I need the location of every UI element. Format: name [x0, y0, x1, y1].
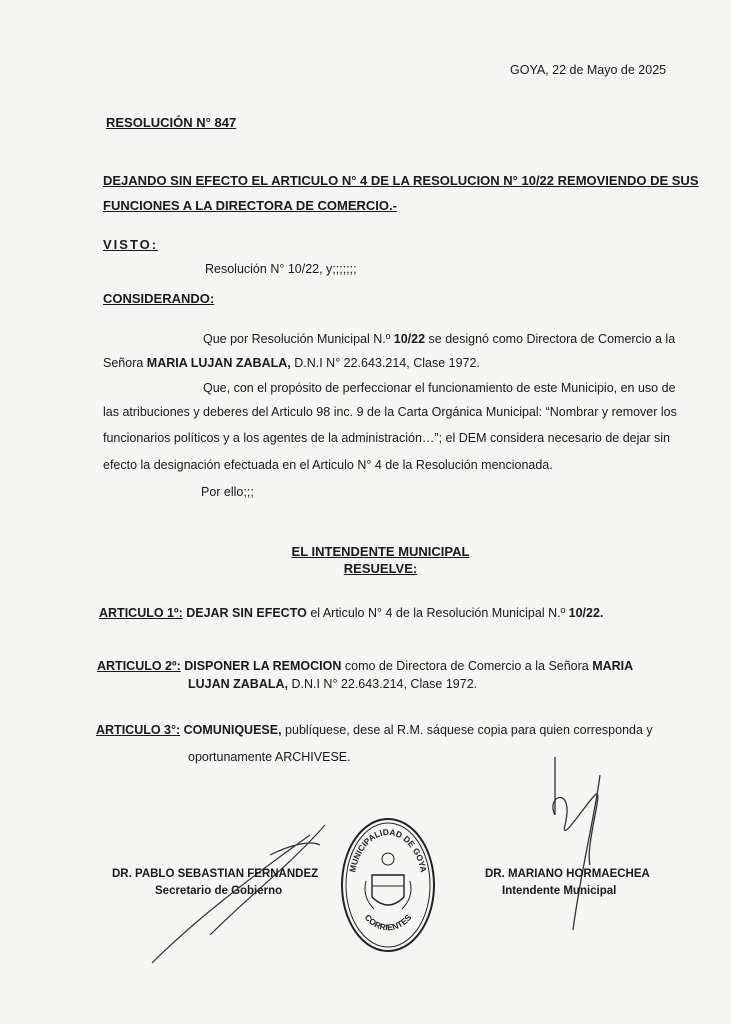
article-1-ref: 10/22. — [568, 606, 604, 620]
p1-text-f: D.N.I N° 22.643.214, Clase 1972. — [290, 356, 480, 370]
visto-text: Resolución N° 10/22, y;;;;;;; — [205, 262, 357, 276]
article-2-bold: DISPONER LA REMOCION — [180, 659, 342, 673]
article-1 — [99, 606, 603, 620]
resolve-heading-1: EL INTENDENTE MUNICIPAL — [291, 544, 470, 559]
considerando-p2-line4: efecto la designación efectuada en el Articulo N° 4 de la Resolución mencionada. — [103, 458, 553, 472]
considerando-p2-line2: las atribuciones y deberes del Articulo 98 inc. 9 de la Carta Orgánica Municipal: “Nombrar y remover los — [103, 405, 677, 419]
right-signer-name: DR. MARIANO HORMAECHEA — [485, 868, 650, 880]
article-3-line1 — [96, 723, 653, 737]
svg-text:CORRIENTES — [363, 912, 414, 932]
article-2-line1 — [97, 659, 633, 673]
visto-heading: VISTO: — [103, 237, 159, 252]
document-date: GOYA, 22 de Mayo de 2025 — [510, 63, 667, 77]
p1-resolution-ref: 10/22 — [393, 332, 426, 346]
article-2-name-rest: LUJAN ZABALA, — [188, 677, 288, 691]
right-signature — [535, 755, 645, 935]
article-3-bold: COMUNIQUESE, — [180, 723, 282, 737]
resolution-title — [103, 168, 699, 218]
article-2-text-2: D.N.I N° 22.643.214, Clase 1972. — [288, 677, 478, 691]
considerando-p2-line1: Que, con el propósito de perfeccionar el funcionamiento de este Municipio, en uso de — [203, 381, 676, 395]
article-1-label: ARTICULO 1º: — [99, 606, 183, 620]
article-2-name-first: MARIA — [592, 659, 634, 673]
resolution-number: RESOLUCIÓN N° 847 — [106, 115, 237, 130]
article-2-label: ARTICULO 2º: — [97, 659, 181, 673]
resolution-title-line1: DEJANDO SIN EFECTO EL ARTICULO N° 4 DE LA RESOLUCION N° 10/22 REMOVIENDO DE SUS — [103, 173, 699, 188]
left-signer-role: Secretario de Gobierno — [155, 885, 283, 897]
article-1-text: el Articulo N° 4 de la Resolución Municipal N.º — [306, 606, 569, 620]
seal-bottom-text: CORRIENTES — [362, 912, 414, 933]
considerando-p1-line2 — [103, 356, 480, 370]
seal-top-text: MUNICIPALIDAD DE GOYA — [347, 826, 429, 874]
article-2-text: como de Directora de Comercio a la Señora — [341, 659, 593, 673]
considerando-p2-line3: funcionarios políticos y a los agentes de la administración…”; el DEM considera necesario de dejar sin — [103, 431, 670, 445]
considerando-p3: Por ello;;; — [201, 485, 254, 499]
article-2-line2 — [188, 677, 477, 691]
p1-person-name: MARIA LUJAN ZABALA, — [146, 356, 291, 370]
considerando-heading: CONSIDERANDO: — [103, 291, 215, 306]
municipality-seal — [340, 815, 436, 955]
p1-text-c: se designó como Directora de Comercio a la — [425, 332, 676, 346]
resolve-heading-2: RESUELVE: — [343, 561, 418, 576]
article-3-label: ARTICULO 3°: — [96, 723, 181, 737]
article-3-line2: oportunamente ARCHIVESE. — [188, 750, 351, 764]
p1-text-a: Que por Resolución Municipal N.º — [203, 332, 394, 346]
considerando-p1-line1 — [203, 332, 675, 346]
right-signer-role: Intendente Municipal — [502, 885, 617, 897]
left-signer-name: DR. PABLO SEBASTIAN FERNANDEZ — [112, 868, 319, 880]
article-1-bold: DEJAR SIN EFECTO — [182, 606, 307, 620]
resolution-title-line2: FUNCIONES A LA DIRECTORA DE COMERCIO.- — [103, 198, 397, 213]
article-3-text: publíquese, dese al R.M. sáquese copia para quien corresponda y — [281, 723, 653, 737]
p1-text-d: Señora — [103, 356, 147, 370]
